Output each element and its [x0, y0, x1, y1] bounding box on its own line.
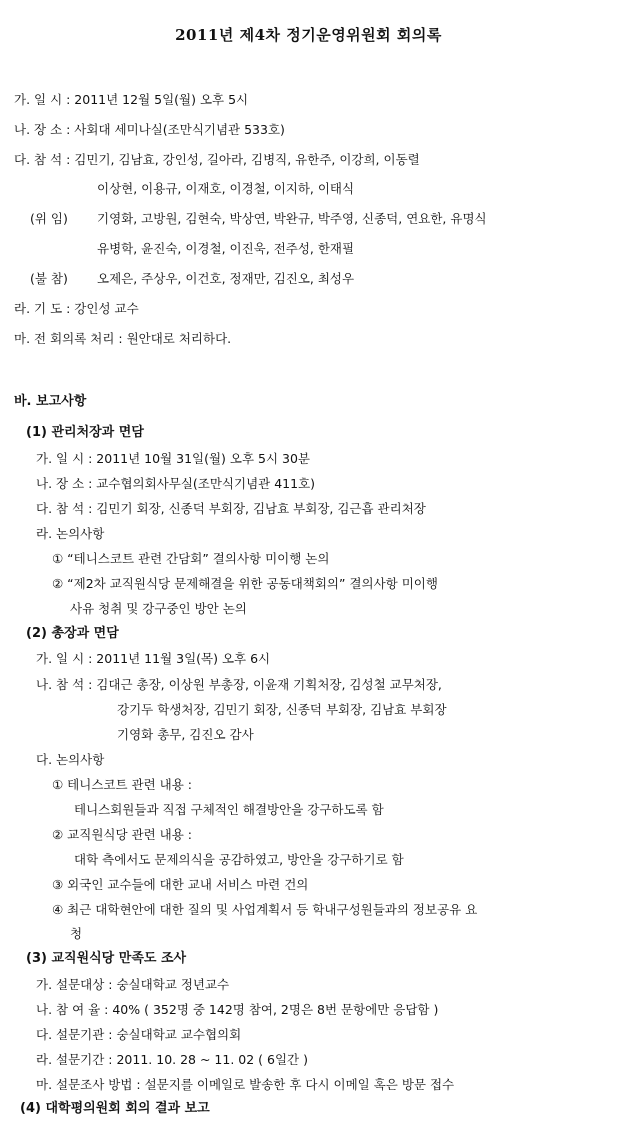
survey-participation-rate: 나. 참 여 율 : 40% ( 352명 중 142명 참여, 2명은 8번 문항에만 응답함 ) [36, 1002, 439, 1017]
section-1-item-2b: 사유 청취 및 강구중인 방안 논의 [70, 601, 247, 616]
section-4-heading: (4) 대학평의원회 회의 결과 보고 [20, 1101, 210, 1116]
section-2-date: 가. 일 시 : 2011년 11월 3일(목) 오후 6시 [36, 651, 271, 666]
report-heading: 바. 보고사항 [14, 394, 87, 409]
section-1-place: 나. 장 소 : 교수협의회사무실(조만식기념관 411호) [36, 476, 316, 491]
delegates-line-2: 유병학, 윤진숙, 이경철, 이진욱, 전주성, 한재필 [97, 241, 355, 256]
document-title: 2011년 제4차 정기운영위원회 회의록 [175, 26, 442, 44]
section-2-item-1b: 테니스회원들과 직접 구체적인 해결방안을 강구하도록 함 [74, 802, 384, 817]
prayer-line: 라. 기 도 : 강인성 교수 [14, 301, 139, 316]
section-2-item-2a: ② 교직원식당 관련 내용 : [52, 827, 192, 842]
meeting-place: 나. 장 소 : 사회대 세미나실(조만식기념관 533호) [14, 122, 285, 137]
section-1-date: 가. 일 시 : 2011년 10월 31일(월) 오후 5시 30분 [36, 451, 311, 466]
section-2-item-1a: ① 테니스코트 관련 내용 : [52, 777, 192, 792]
delegates-line-1: 기영화, 고방원, 김현숙, 박상연, 박완규, 박주영, 신종덕, 연요한, 유명식 [97, 211, 487, 226]
survey-period: 라. 설문기간 : 2011. 10. 28 ~ 11. 02 ( 6일간 ) [36, 1052, 308, 1067]
section-1-item-1: ① “테니스코트 관련 간담회” 결의사항 미이행 논의 [52, 551, 330, 566]
survey-target: 가. 설문대상 : 숭실대학교 정년교수 [36, 977, 230, 992]
section-1-agenda: 라. 논의사항 [36, 526, 105, 541]
absent-members: 오제은, 주상우, 이건호, 정재만, 김진오, 최성우 [97, 271, 355, 286]
section-2-agenda: 다. 논의사항 [36, 752, 105, 767]
section-2-attendees-1: 나. 참 석 : 김대근 총장, 이상원 부총장, 이윤재 기획처장, 김성철 교무처장, [36, 677, 442, 692]
section-1-item-2a: ② “제2차 교직원식당 문제해결을 위한 공동대책회의” 결의사항 미이행 [52, 576, 438, 591]
delegate-label: (위 임) [30, 211, 68, 226]
section-2-attendees-2: 강기두 학생처장, 김민기 회장, 신종덕 부회장, 김남효 부회장 [117, 702, 447, 717]
survey-organization: 다. 설문기관 : 숭실대학교 교수협의회 [36, 1027, 242, 1042]
absent-label: (불 참) [30, 271, 68, 286]
attendees-line-1: 다. 참 석 : 김민기, 김남효, 강인성, 길아라, 김병직, 유한주, 이강희, 이동렬 [14, 152, 420, 167]
attendees-line-2: 이상현, 이용규, 이재호, 이경철, 이지하, 이태식 [97, 181, 355, 196]
section-2-item-2b: 대학 측에서도 문제의식을 공감하였고, 방안을 강구하기로 함 [74, 852, 404, 867]
section-3-heading: (3) 교직원식당 만족도 조사 [26, 951, 187, 966]
section-2-heading: (2) 총장과 면담 [26, 626, 119, 641]
section-1-heading: (1) 관리처장과 면담 [26, 425, 144, 440]
meeting-date: 가. 일 시 : 2011년 12월 5일(월) 오후 5시 [14, 92, 249, 107]
section-2-attendees-3: 기영화 총무, 김진오 감사 [117, 727, 254, 742]
section-2-item-3: ③ 외국인 교수들에 대한 교내 서비스 마련 건의 [52, 877, 309, 892]
survey-method: 마. 설문조사 방법 : 설문지를 이메일로 발송한 후 다시 이메일 혹은 방문 접수 [36, 1077, 455, 1092]
previous-minutes-line: 마. 전 회의록 처리 : 원안대로 처리하다. [14, 331, 232, 346]
section-2-item-4a: ④ 최근 대학현안에 대한 질의 및 사업계획서 등 학내구성원들과의 정보공유 요 [52, 902, 478, 917]
section-2-item-4b: 청 [70, 926, 83, 941]
section-1-attendees: 다. 참 석 : 김민기 회장, 신종덕 부회장, 김남효 부회장, 김근흡 관리처장 [36, 501, 426, 516]
